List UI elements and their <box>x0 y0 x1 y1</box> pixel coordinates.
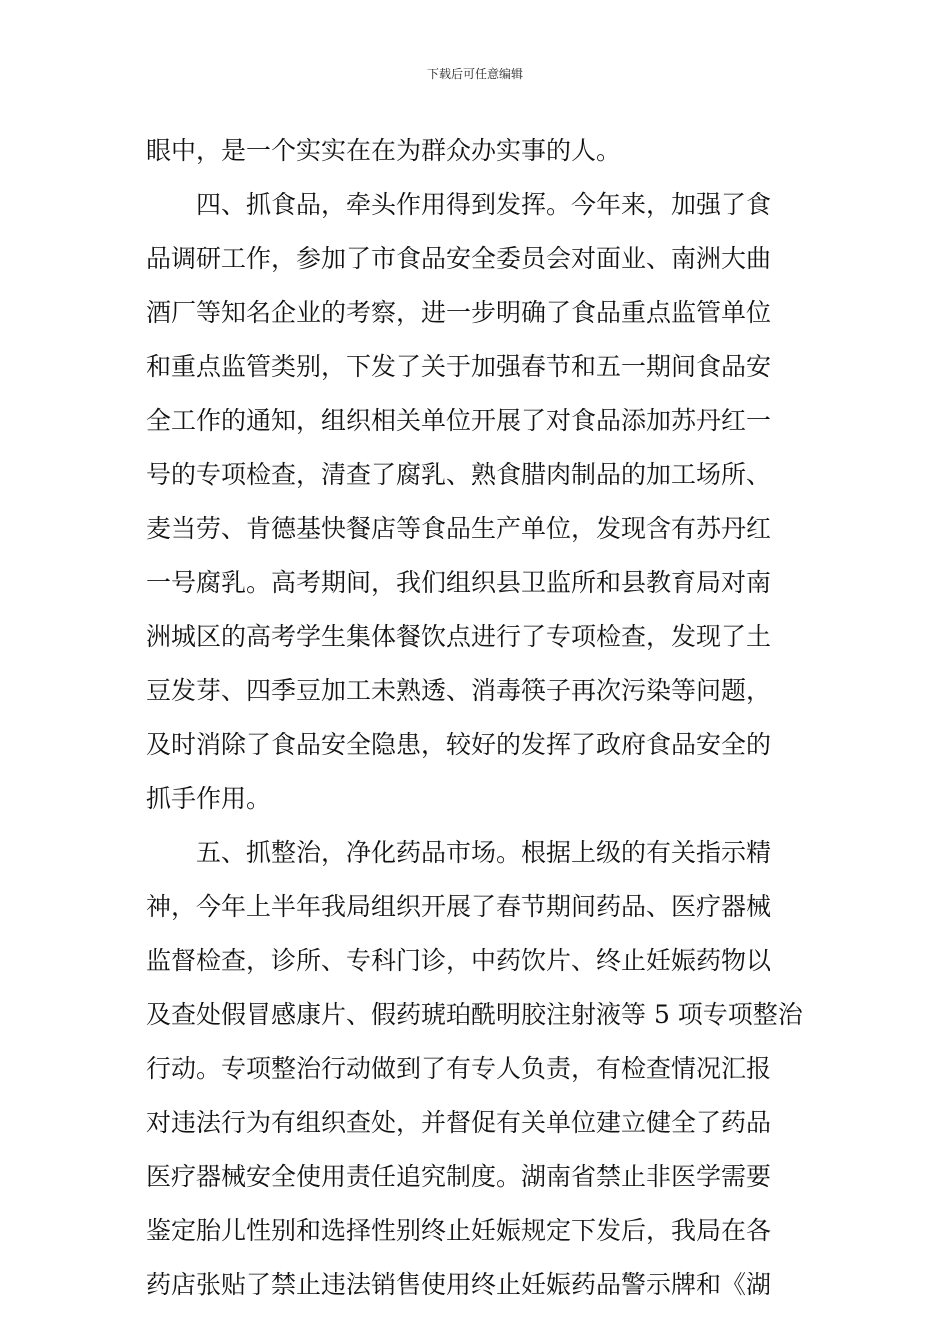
text-line: 全工作的通知，组织相关单位开展了对食品添加苏丹红一 <box>146 406 772 435</box>
text-line: 及查处假冒感康片、假药琥珀酰明胶注射液等 5 项专项整治 <box>146 1000 803 1029</box>
text-line: 品调研工作，参加了市食品安全委员会对面业、南洲大曲 <box>146 244 772 273</box>
text-line: 监督检查，诊所、专科门诊，中药饮片、终止妊娠药物以 <box>146 946 772 975</box>
text-line: 神，今年上半年我局组织开展了春节期间药品、医疗器械 <box>146 892 772 921</box>
text-line: 酒厂等知名企业的考察，进一步明确了食品重点监管单位 <box>146 298 772 327</box>
text-line: 及时消除了食品安全隐患，较好的发挥了政府食品安全的 <box>146 730 772 759</box>
text-line: 行动。专项整治行动做到了有专人负责，有检查情况汇报 <box>146 1054 772 1083</box>
text-line: 洲城区的高考学生集体餐饮点进行了专项检查，发现了土 <box>146 622 772 651</box>
text-line: 医疗器械安全使用责任追究制度。湖南省禁止非医学需要 <box>146 1162 772 1191</box>
page-header: 下载后可任意编辑 <box>426 67 523 81</box>
text-line: 一号腐乳。高考期间，我们组织县卫监所和县教育局对南 <box>146 568 772 597</box>
text-line: 对违法行为有组织查处，并督促有关单位建立健全了药品 <box>146 1108 772 1137</box>
text-line: 麦当劳、肯德基快餐店等食品生产单位，发现含有苏丹红 <box>146 514 772 543</box>
document-body <box>146 124 806 1312</box>
text-line: 四、抓食品，牵头作用得到发挥。今年来，加强了食 <box>146 190 772 219</box>
text-line: 豆发芽、四季豆加工未熟透、消毒筷子再次污染等问题， <box>146 676 772 705</box>
text-line: 鉴定胎儿性别和选择性别终止妊娠规定下发后，我局在各 <box>146 1216 772 1245</box>
text-line: 五、抓整治，净化药品市场。根据上级的有关指示精 <box>146 838 772 867</box>
text-line: 号的专项检查，清查了腐乳、熟食腊肉制品的加工场所、 <box>146 460 772 489</box>
text-line: 抓手作用。 <box>146 784 272 813</box>
text-line: 眼中，是一个实实在在为群众办实事的人。 <box>146 136 622 165</box>
text-line: 药店张贴了禁止违法销售使用终止妊娠药品警示牌和《湖 <box>146 1270 772 1299</box>
text-line: 和重点监管类别，下发了关于加强春节和五一期间食品安 <box>146 352 772 381</box>
